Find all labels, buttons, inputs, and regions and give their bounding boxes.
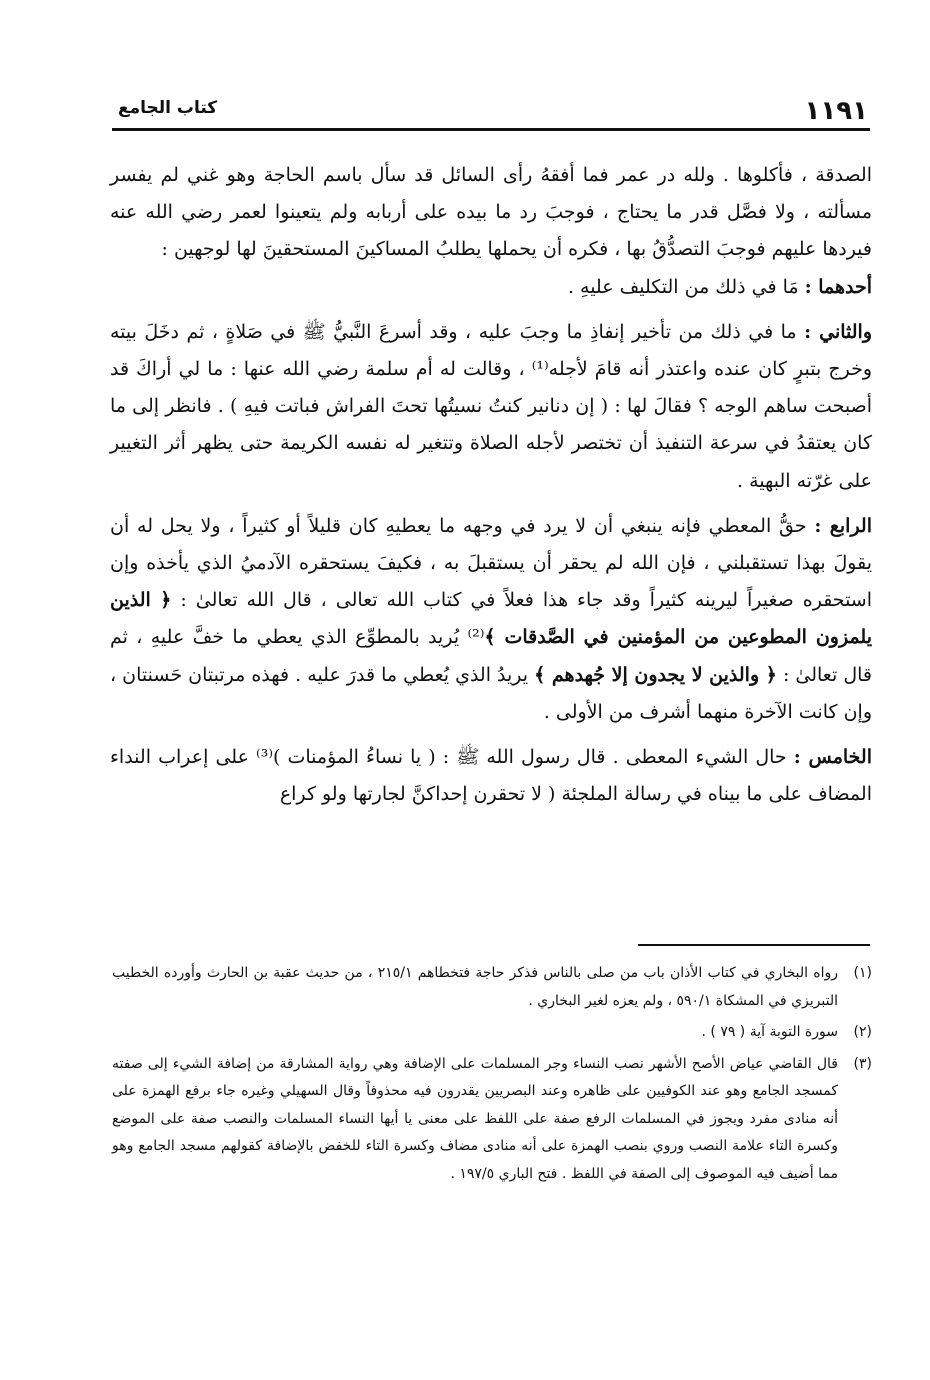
- paragraph-2-lead: أحدهما :: [804, 275, 872, 298]
- footnote-3-marker: (٣): [853, 1055, 872, 1072]
- footnote-1-text: رواه البخاري في كتاب الأذان باب من صلى بالناس فذكر حاجة فتخطاهم ٢١٥/١ ، من حديث عقبة بن الحارث وأورده الخطيب التبريزي في المشكاة ٥٩٠/١ ، ولم يعزه لغير البخاري .: [112, 965, 838, 1009]
- paragraph-2: [110, 269, 872, 306]
- paragraph-1: [110, 157, 872, 269]
- page-header: [118, 88, 868, 130]
- footnote-2: [112, 1019, 872, 1047]
- header-rule: [112, 128, 870, 131]
- paragraph-4-text-b: ⁽²⁾ يُريد بالمطوِّع الذي يعطي ما خفَّ عليهِ ، ثم قال تعالىٰ :: [110, 626, 872, 686]
- paragraph-5: [110, 739, 872, 813]
- paragraph-3-text: ما في ذلك من تأخير إنفاذِ ما وجبَ عليه ، وقد أسرعَ النَّبيُّ ﷺ في صَلاةٍ ، ثم دخَلَ بيته وخرج بتبرٍ كان عنده واعتذر أنه قامَ لأجله⁽¹⁾ ، وقالت له أم سلمة رضي الله عنها : ما لي أراكَ قد أصبحت ساهم الوجه ؟ فقالَ لها : ( إن دنانير كنتُ نسيتُها تحتَ الفراش فباتت فيهِ ) . فانظر إلى ما كان يعتقدُ في سرعة التنفيذ أن تختصر لأجله الصلاة وتتغير له نفسه الكريمة حتى يظهر أثر التغيير على غرّته البهية .: [110, 320, 873, 492]
- paragraph-5-lead: الخامس :: [793, 746, 872, 769]
- paragraph-3-lead: والثاني :: [804, 320, 872, 343]
- paragraph-1-text: الصدقة ، فأكلوها . ولله در عمر فما أفقهُ رأى السائل قد سأل باسم الحاجة وهو غني لم يفسر مسألته ، ولا فصَّل قدر ما يحتاج ، فوجبَ رد ما بيده على أربابه ولم يتعينوا لعمر رضي الله عنه فيردها عليهم فوجبَ التصدُّقُ بها ، فكره أن يحملها يطلبُ المساكينَ المستحقينَ لها لوجهين :: [110, 164, 872, 261]
- footnotes: [112, 960, 872, 1192]
- running-title: كتاب الجامع: [118, 98, 218, 118]
- paragraph-5-text: حال الشيء المعطى . قال رسول الله ﷺ : ( يا نساءُ المؤمنات )⁽³⁾ على إعراب النداء المضاف على ما بيناه في رسالة الملجئة ( لا تحقرن إحداكنَّ لجارتها ولو كراع: [110, 746, 872, 806]
- footnote-2-text: سورة التوبة آية ( ٧٩ ) .: [701, 1024, 838, 1040]
- paragraph-4-lead: الرابع :: [814, 514, 872, 537]
- paragraph-4-text-c: يريدُ الذي يُعطي ما قدرَ عليه . فهذه مرتبتان حَسنتان ، وإن كانت الآخرة منهما أشرف من الأولى .: [110, 663, 872, 723]
- paragraph-2-text: مَا في ذلك من التكليف عليهِ .: [567, 275, 805, 298]
- footnote-2-marker: (٢): [853, 1024, 872, 1040]
- footnote-separator: [638, 944, 870, 946]
- paragraph-3: [110, 314, 872, 500]
- page-number: ١١٩١: [804, 96, 868, 126]
- paragraph-4-text-a: حقُّ المعطي فإنه ينبغي أن لا يرد في وجهه ما يعطيهِ كان قليلاً أو كثيراً ، ولا يحل له أن يقولَ بهذا تستقبلني ، فإن الله لم يحقر أن يستقبلَ به ، فكيفَ يستحقره الآدميُ الذي يأخذه وإن استحقره صغيراً ليرينه كثيراً وقد جاء هذا فعلاً في كتاب الله تعالى ، قال الله تعالىٰ :: [110, 514, 872, 612]
- quran-verse-1: ﴿ الذين يلمزون المطوعين من المؤمنين في الصَّدقات ﴾: [110, 589, 872, 649]
- footnote-1-marker: (١): [853, 965, 872, 981]
- footnote-3: [112, 1051, 872, 1189]
- footnote-3-text: قال القاضي عياض الأصح الأشهر نصب النساء وجر المسلمات على الإضافة وهي رواية المشارقة من إضافة الشيء إلى صفته كمسجد الجامع وهو عند الكوفيين على ظاهره وعند البصريين يقدرون فيه محذوفاً وقال السهيلي وغيره جاء برفع الهمزة على أنه منادى مفرد ويجوز في المسلمات الرفع صفة على اللفظ على معنى يا أيها النساء المسلمات والنصب صفة على الموضع وكسرة التاء علامة النصب وروي بنصب الهمزة على أنه منادى مضاف وكسرة التاء للخفض بالإضافة كقولهم مسجد الجامع وهو مما أضيف فيه الموصوف إلى الصفة في اللفظ . فتح الباري ١٩٧/٥ .: [112, 1055, 838, 1182]
- footnote-1: [112, 960, 872, 1015]
- main-text: [110, 157, 872, 813]
- quran-verse-2: ﴿ والذين لا يجدون إلا جُهدهم ﴾: [534, 663, 777, 686]
- paragraph-4: [110, 508, 872, 731]
